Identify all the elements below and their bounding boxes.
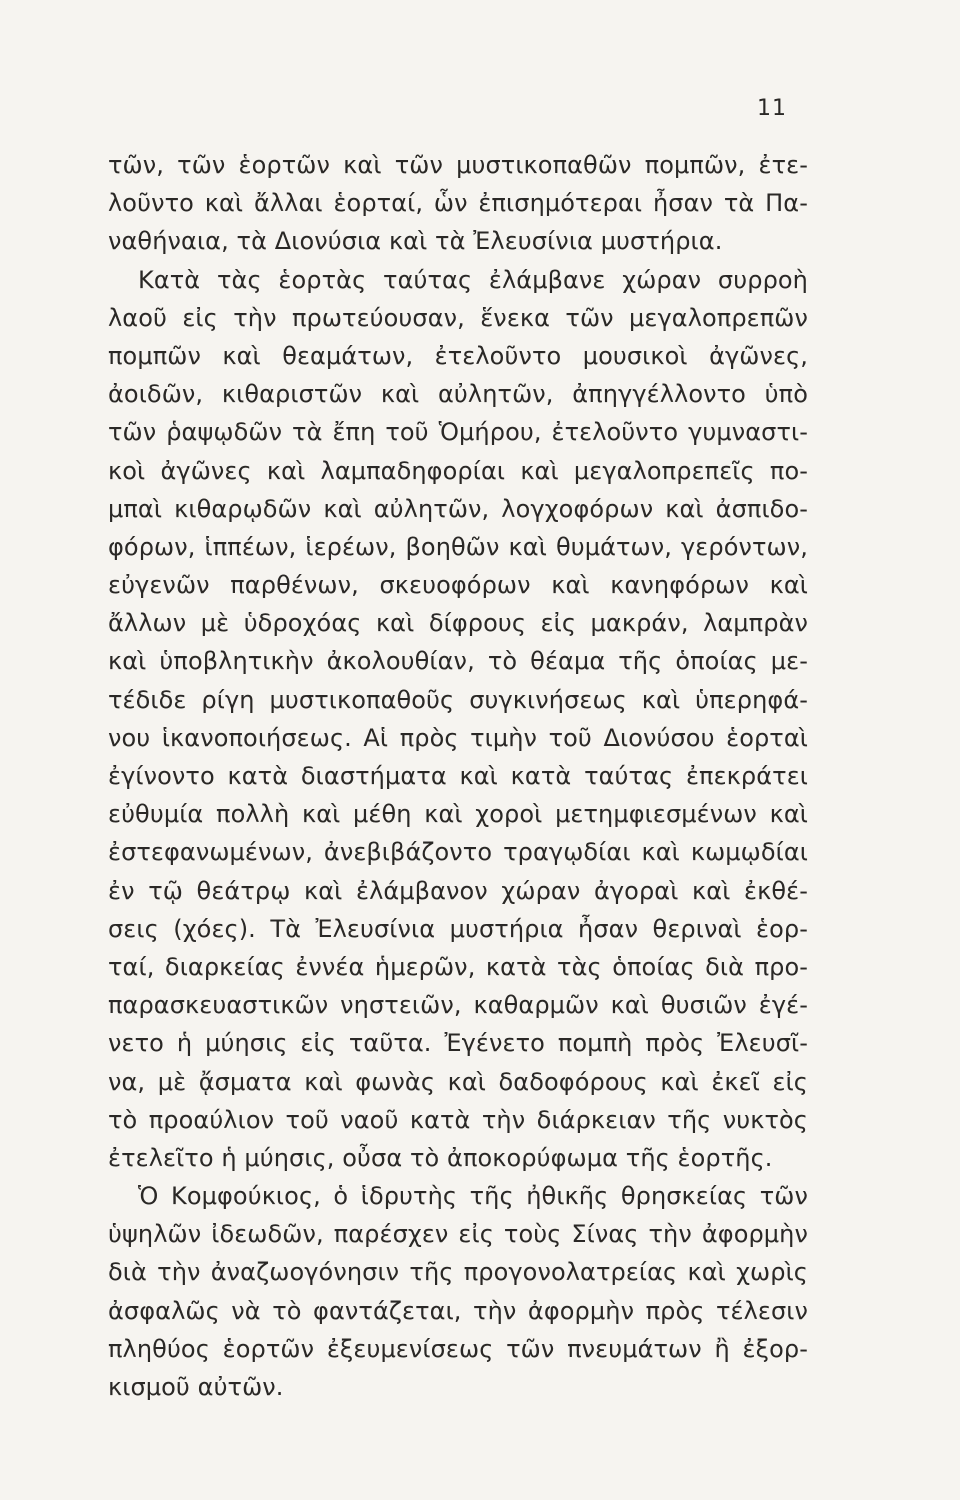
text-line: Ὁ Κομφούκιος, ὁ ἱδρυτὴς τῆς ἠθικῆς θρησκείας τῶν <box>138 1182 808 1211</box>
text-line: πληθύος ἑορτῶν ἐξευμενίσεως τῶν πνευμάτων ἢ ἐξορ- <box>108 1334 808 1363</box>
text-line: τὸ προαύλιον τοῦ ναοῦ κατὰ τὴν διάρκειαν τῆς νυκτὸς <box>108 1105 808 1134</box>
text-line: τῶν, τῶν ἑορτῶν καὶ τῶν μυστικοπαθῶν πομπῶν, ἐτε- <box>108 151 808 179</box>
text-line: εὐγενῶν παρθένων, σκευοφόρων καὶ κανηφόρων καὶ <box>108 571 808 600</box>
text-line: ταί, διαρκείας ἐννέα ἡμερῶν, κατὰ τὰς ὁποίας διὰ προ- <box>108 952 808 981</box>
text-line: εὐθυμία πολλὴ καὶ μέθη καὶ χοροὶ μετημφιεσμένων καὶ <box>108 800 808 829</box>
text-line: φόρων, ἱππέων, ἱερέων, βοηθῶν καὶ θυμάτων, γερόντων, <box>108 532 808 561</box>
text-line: διὰ τὴν ἀναζωογόνησιν τῆς προγονολατρείας καὶ χωρὶς <box>108 1258 808 1287</box>
text-line: τέδιδε ρίγη μυστικοπαθοῦς συγκινήσεως καὶ ὑπερηφά- <box>108 685 808 714</box>
text-line: λοῦντο καὶ ἄλλαι ἑορταί, ὧν ἐπισημότεραι ἦσαν τὰ Πα- <box>108 189 808 218</box>
text-line: ἐν τῷ θεάτρῳ καὶ ἐλάμβανον χώραν ἀγοραὶ καὶ ἐκθέ- <box>108 876 808 905</box>
text-line: ἀοιδῶν, κιθαριστῶν καὶ αὐλητῶν, ἀπηγγέλλοντο ὑπὸ <box>108 380 808 409</box>
text-line: ἐτελεῖτο ἡ μύησις, οὖσα τὸ ἀποκορύφωμα τῆς ἑορτῆς. <box>108 1143 773 1172</box>
text-line: λαοῦ εἰς τὴν πρωτεύουσαν, ἕνεκα τῶν μεγαλοπρεπῶν <box>108 303 808 332</box>
text-line: μπαὶ κιθαρῳδῶν καὶ αὐλητῶν, λογχοφόρων καὶ ἀσπιδο- <box>108 494 808 523</box>
text-line: καὶ ὑποβλητικὴν ἀκολουθίαν, τὸ θέαμα τῆς ὁποίας με- <box>108 647 808 676</box>
text-line: νετο ἡ μύησις εἰς ταῦτα. Ἐγένετο πομπὴ πρὸς Ἐλευσῖ- <box>108 1029 808 1058</box>
text-line: πομπῶν καὶ θεαμάτων, ἐτελοῦντο μουσικοὶ ἀγῶνες, <box>108 341 808 370</box>
text-line: ἄλλων μὲ ὑδροχόας καὶ δίφρους εἰς μακράν, λαμπρὰν <box>108 609 808 638</box>
text-line: σεις (χόες). Τὰ Ἐλευσίνια μυστήρια ἦσαν θεριναὶ ἑορ- <box>108 914 808 943</box>
body-text <box>108 146 808 1406</box>
text-line: Κατὰ τὰς ἑορτὰς ταύτας ἐλάμβανε χώραν συρροὴ <box>138 265 808 294</box>
text-line: νου ἱκανοποιήσεως. Αἱ πρὸς τιμὴν τοῦ Διονύσου ἑορταὶ <box>108 723 808 752</box>
text-line: τῶν ῥαψῳδῶν τὰ ἔπη τοῦ Ὁμήρου, ἐτελοῦντο γυμναστι- <box>108 418 808 447</box>
text-line: ἀσφαλῶς νὰ τὸ φαντάζεται, τὴν ἀφορμὴν πρὸς τέλεσιν <box>108 1296 808 1325</box>
text-line: να, μὲ ᾄσματα καὶ φωνὰς καὶ δαδοφόρους καὶ ἐκεῖ εἰς <box>108 1067 808 1096</box>
text-line: κισμοῦ αὐτῶν. <box>108 1373 284 1401</box>
text-line: ἐστεφανωμένων, ἀνεβιβάζοντο τραγῳδίαι καὶ κωμῳδίαι <box>108 838 808 867</box>
text-line: ἐγίνοντο κατὰ διαστήματα καὶ κατὰ ταύτας ἐπεκράτει <box>108 762 808 790</box>
text-line: παρασκευαστικῶν νηστειῶν, καθαρμῶν καὶ θυσιῶν ἐγέ- <box>108 991 808 1020</box>
text-line: ναθήναια, τὰ Διονύσια καὶ τὰ Ἐλευσίνια μυστήρια. <box>108 227 723 256</box>
text-line: κοὶ ἀγῶνες καὶ λαμπαδηφορίαι καὶ μεγαλοπρεπεῖς πο- <box>108 456 808 485</box>
text-line: ὑψηλῶν ἰδεωδῶν, παρέσχεν εἰς τοὺς Σίνας τὴν ἀφορμὴν <box>108 1220 808 1249</box>
page-number: 11 <box>757 96 787 121</box>
